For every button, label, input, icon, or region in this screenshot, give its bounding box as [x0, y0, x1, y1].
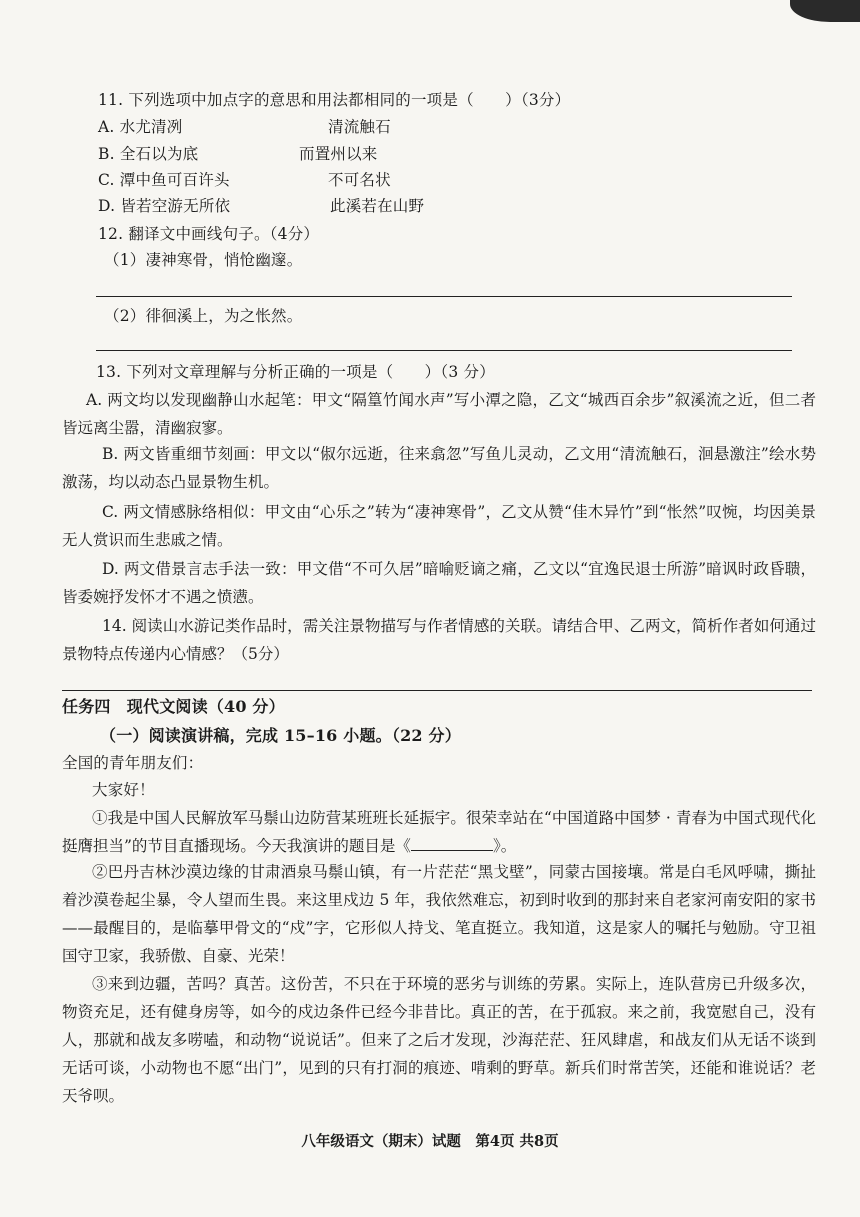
speech-greeting: 大家好！	[92, 781, 155, 799]
speech-salutation: 全国的青年朋友们：	[62, 754, 204, 772]
q11-option-c-right: 不可名状	[328, 171, 391, 189]
q13-option-d: D. 两文借景言志手法一致：甲文借“不可久居”暗喻贬谪之痛，乙文以“宜逸民退士所游”暗讽时政昏聩，皆委婉抒发怀才不遇之愤懑。	[62, 560, 816, 606]
q11-option-c-left: C. 潭中鱼可百许头	[98, 171, 230, 189]
speech-paragraph-1-text: ①我是中国人民解放军马鬃山边防营某班班长延振宇。很荣幸站在“中国道路中国梦 · 青春为中国式现代化挺膺担当”的节目直播现场。今天我演讲的题目是《	[62, 809, 816, 855]
scan-corner-mark	[790, 0, 860, 22]
speech-paragraph-2: ②巴丹吉林沙漠边缘的甘肃酒泉马鬃山镇，有一片茫茫“黑戈壁”，同蒙古国接壤。常是白毛风呼啸，撕扯着沙漠卷起尘暴，令人望而生畏。来这里戍边 5 年，我依然难忘，初到时收到的那封来自老家河南安阳的家书——最醒目的，是临摹甲骨文的“戍”字，它形似人持戈、笔直挺立。我知道，这是家人的嘱托与勉励。守卫祖国守卫家，我骄傲、自豪、光荣！	[62, 863, 816, 965]
answer-line	[96, 296, 792, 297]
subsection-title: （一）阅读演讲稿，完成 15–16 小题。（22 分）	[100, 726, 461, 745]
q13-stem: 13. 下列对文章理解与分析正确的一项是（ ）（3 分）	[96, 363, 495, 381]
answer-line	[96, 350, 792, 351]
q12-item-2: （2）徘徊溪上，为之怅然。	[104, 307, 303, 325]
q12-stem: 12. 翻译文中画线句子。（4分）	[98, 225, 320, 243]
speech-paragraph-1-end: 》。	[492, 837, 517, 855]
speech-paragraph-3: ③来到边疆，苦吗？真苦。这份苦，不只在于环境的恶劣与训练的劳累。实际上，连队营房已升级多次，物资充足，还有健身房等，如今的戍边条件已经今非昔比。真正的苦，在于孤寂。来之前，我宽慰自己，没有人，那就和战友多唠嗑，和动物“说说话”。但来了之后才发现，沙海茫茫、狂风肆虐，和战友们从无话不谈到无话可谈，小动物也不愿“出门”，见到的只有打洞的痕迹、啃剩的野草。新兵们时常苦笑，还能和谁说话？老天爷呗。	[62, 975, 816, 1105]
answer-line	[62, 690, 812, 691]
q11-option-a-left: A. 水尤清冽	[98, 118, 183, 136]
q11-option-b-right: 而置州以来	[299, 145, 378, 163]
section-title: 任务四 现代文阅读（40 分）	[62, 697, 285, 716]
q12-item-1: （1）凄神寒骨，悄怆幽邃。	[104, 251, 303, 269]
q13-option-c: C. 两文情感脉络相似：甲文由“心乐之”转为“凄神寒骨”，乙文从赞“佳木异竹”到“怅然”叹惋，均因美景无人赏识而生悲戚之情。	[62, 503, 816, 549]
q11-option-d-right: 此溪若在山野	[330, 197, 425, 215]
q14-stem: 14. 阅读山水游记类作品时，需关注景物描写与作者情感的关联。请结合甲、乙两文，简析作者如何通过景物特点传递内心情感？（5分）	[62, 617, 816, 663]
q11-option-a-right: 清流触石	[328, 118, 391, 136]
q11-option-b-left: B. 全石以为底	[98, 145, 199, 163]
bleed-through-shadow	[716, 84, 772, 124]
title-blank[interactable]	[411, 836, 493, 851]
q11-stem: 11. 下列选项中加点字的意思和用法都相同的一项是（ ）（3分）	[98, 91, 571, 109]
speech-paragraph-1	[62, 804, 816, 860]
q11-option-d-left: D. 皆若空游无所依	[98, 197, 231, 215]
page-footer: 八年级语文（期末）试题 第4页 共8页	[301, 1133, 559, 1150]
q13-option-a: A. 两文均以发现幽静山水起笔：甲文“隔篁竹闻水声”写小潭之隐，乙文“城西百余步”叙溪流之近，但二者皆远离尘嚣，清幽寂寥。	[62, 391, 816, 437]
q13-option-b: B. 两文皆重细节刻画：甲文以“俶尔远逝，往来翕忽”写鱼儿灵动，乙文用“清流触石，洄悬激注”绘水势激荡，均以动态凸显景物生机。	[62, 445, 816, 491]
